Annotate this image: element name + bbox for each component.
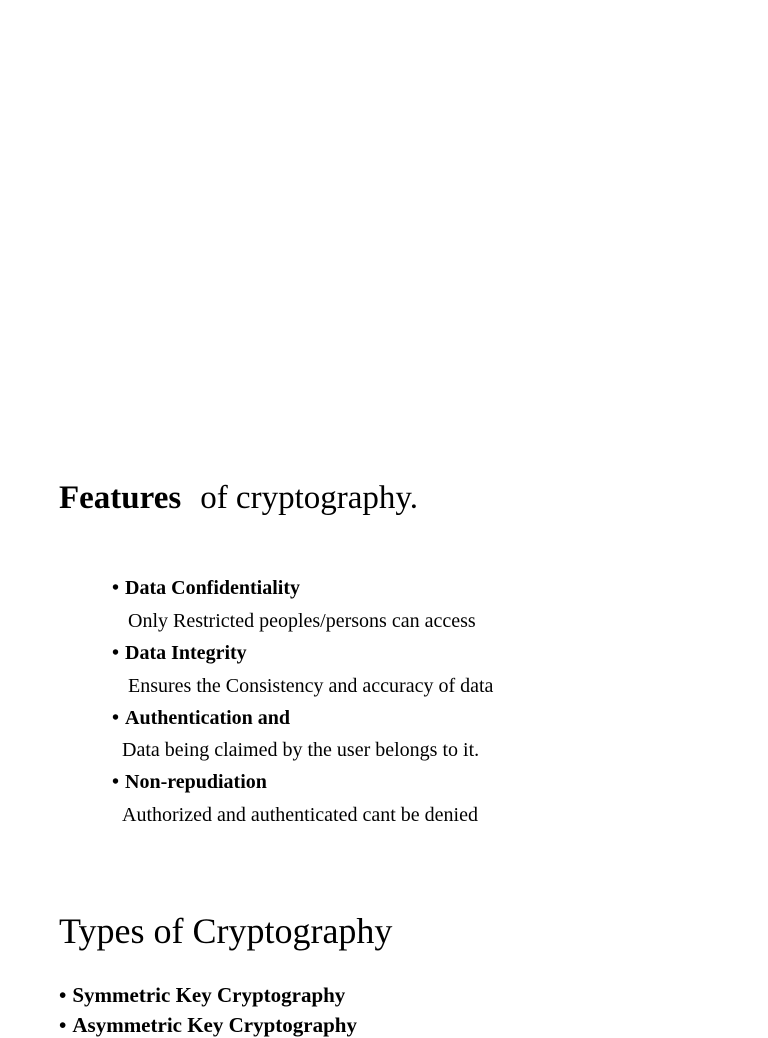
feature-item-non-repudiation — [112, 770, 267, 794]
features-heading-bold: Features — [59, 480, 182, 516]
feature-description: Only Restricted peoples/persons can access — [128, 610, 476, 632]
types-heading: Types of Cryptography — [59, 911, 393, 951]
feature-item-confidentiality — [112, 576, 300, 600]
feature-item-authentication — [112, 706, 290, 730]
features-heading-rest: of cryptography. — [200, 480, 418, 516]
types-item-asymmetric — [59, 1012, 357, 1038]
bullet-icon: • — [112, 707, 120, 729]
types-label: Asymmetric Key Cryptography — [72, 1013, 357, 1037]
types-label: Symmetric Key Cryptography — [72, 983, 346, 1007]
feature-description: Ensures the Consistency and accuracy of data — [128, 675, 494, 697]
bullet-icon: • — [59, 1013, 67, 1037]
features-heading — [59, 478, 418, 518]
feature-label: Data Integrity — [125, 642, 247, 664]
feature-description: Data being claimed by the user belongs to it. — [122, 739, 480, 761]
bullet-icon: • — [112, 577, 120, 599]
feature-label: Non-repudiation — [125, 771, 267, 793]
bullet-icon: • — [112, 642, 120, 664]
feature-description: Authorized and authenticated cant be denied — [122, 804, 478, 826]
feature-item-integrity — [112, 641, 247, 665]
bullet-icon: • — [112, 771, 120, 793]
types-item-symmetric — [59, 982, 345, 1008]
feature-label: Data Confidentiality — [125, 577, 301, 599]
feature-label: Authentication and — [125, 707, 291, 729]
bullet-icon: • — [59, 983, 67, 1007]
